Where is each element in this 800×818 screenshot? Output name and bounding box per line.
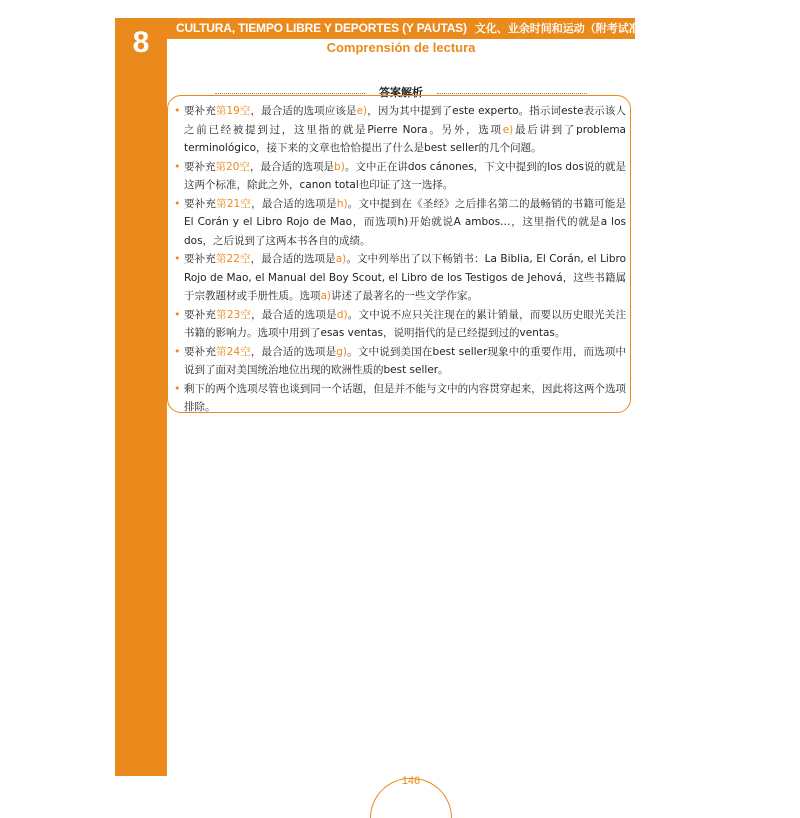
bullet-icon: • (174, 196, 181, 210)
page-number: 146 (401, 775, 421, 787)
chapter-sidebar (115, 18, 167, 776)
bullet-icon: • (174, 381, 181, 395)
list-item: • 要补充第19空，最合适的选项应该是e)，因为其中提到了este experto。指示词este表示该人之前已经被提到过，这里指的就是Pierre Nora。另外，选项e)最后讲到了problema terminológico，接下来的文章也恰恰提出了什么是best seller的几个问题。 (174, 104, 627, 154)
bullet-icon: • (174, 344, 181, 358)
list-item: • 要补充第24空，最合适的选项是g)。文中说到美国在best seller现象中的重要作用，而选项中说到了面对美国统治地位出现的欧洲性质的best seller。 (174, 344, 627, 376)
answer-title-text: 答案解析 (379, 86, 423, 99)
bullet-icon: • (174, 252, 181, 265)
list-item: • 要补充第21空，最合适的选项是h)。文中提到在《圣经》之后排名第二的最畅销的书籍可能是El Corán y el Libro Rojo de Mao，而选项h)开始就说A ambos…，这里指代的就是a los dos，之后说到了这两本书各自的成绩。 (174, 196, 627, 247)
chapter-title-es: CULTURA, TIEMPO LIBRE Y DEPORTES (Y PAUTAS) (176, 21, 467, 35)
bullet-icon: • (174, 104, 181, 117)
chapter-title (176, 18, 662, 39)
list-item: • 要补充第20空，最合适的选项是b)。文中正在讲dos cánones，下文中提到的los dos说的就是这两个标准，除此之外，canon total也印证了这一选择。 (174, 159, 627, 191)
bullet-icon: • (174, 159, 181, 173)
list-item: • 要补充第22空，最合适的选项是a)。文中列举出了以下畅销书：La Biblia, El Corán, el Libro Rojo de Mao, el Manual del Boy Scout, el Libro de los Testigos de Jehová，这些书籍属于宗教题材或手册性质。选项a)讲述了最著名的一些文学作家。 (174, 252, 627, 302)
list-item: • 剩下的两个选项尽管也谈到同一个话题，但是并不能与文中的内容贯穿起来，因此将这两个选项排除。 (174, 381, 626, 413)
section-title: Comprensión de lectura (326, 40, 476, 55)
bullet-icon: • (174, 307, 181, 321)
answer-list (174, 102, 626, 417)
chapter-number: 8 (132, 26, 150, 59)
chapter-title-zh: 文化、业余时间和运动（附考试准则） (474, 22, 662, 35)
list-item: • 要补充第23空，最合适的选项是d)。文中说不应只关注现在的累计销量，而要以历史眼光关注书籍的影响力。选项中用到了esas ventas，说明指代的是已经提到过的ventas。 (174, 307, 627, 339)
